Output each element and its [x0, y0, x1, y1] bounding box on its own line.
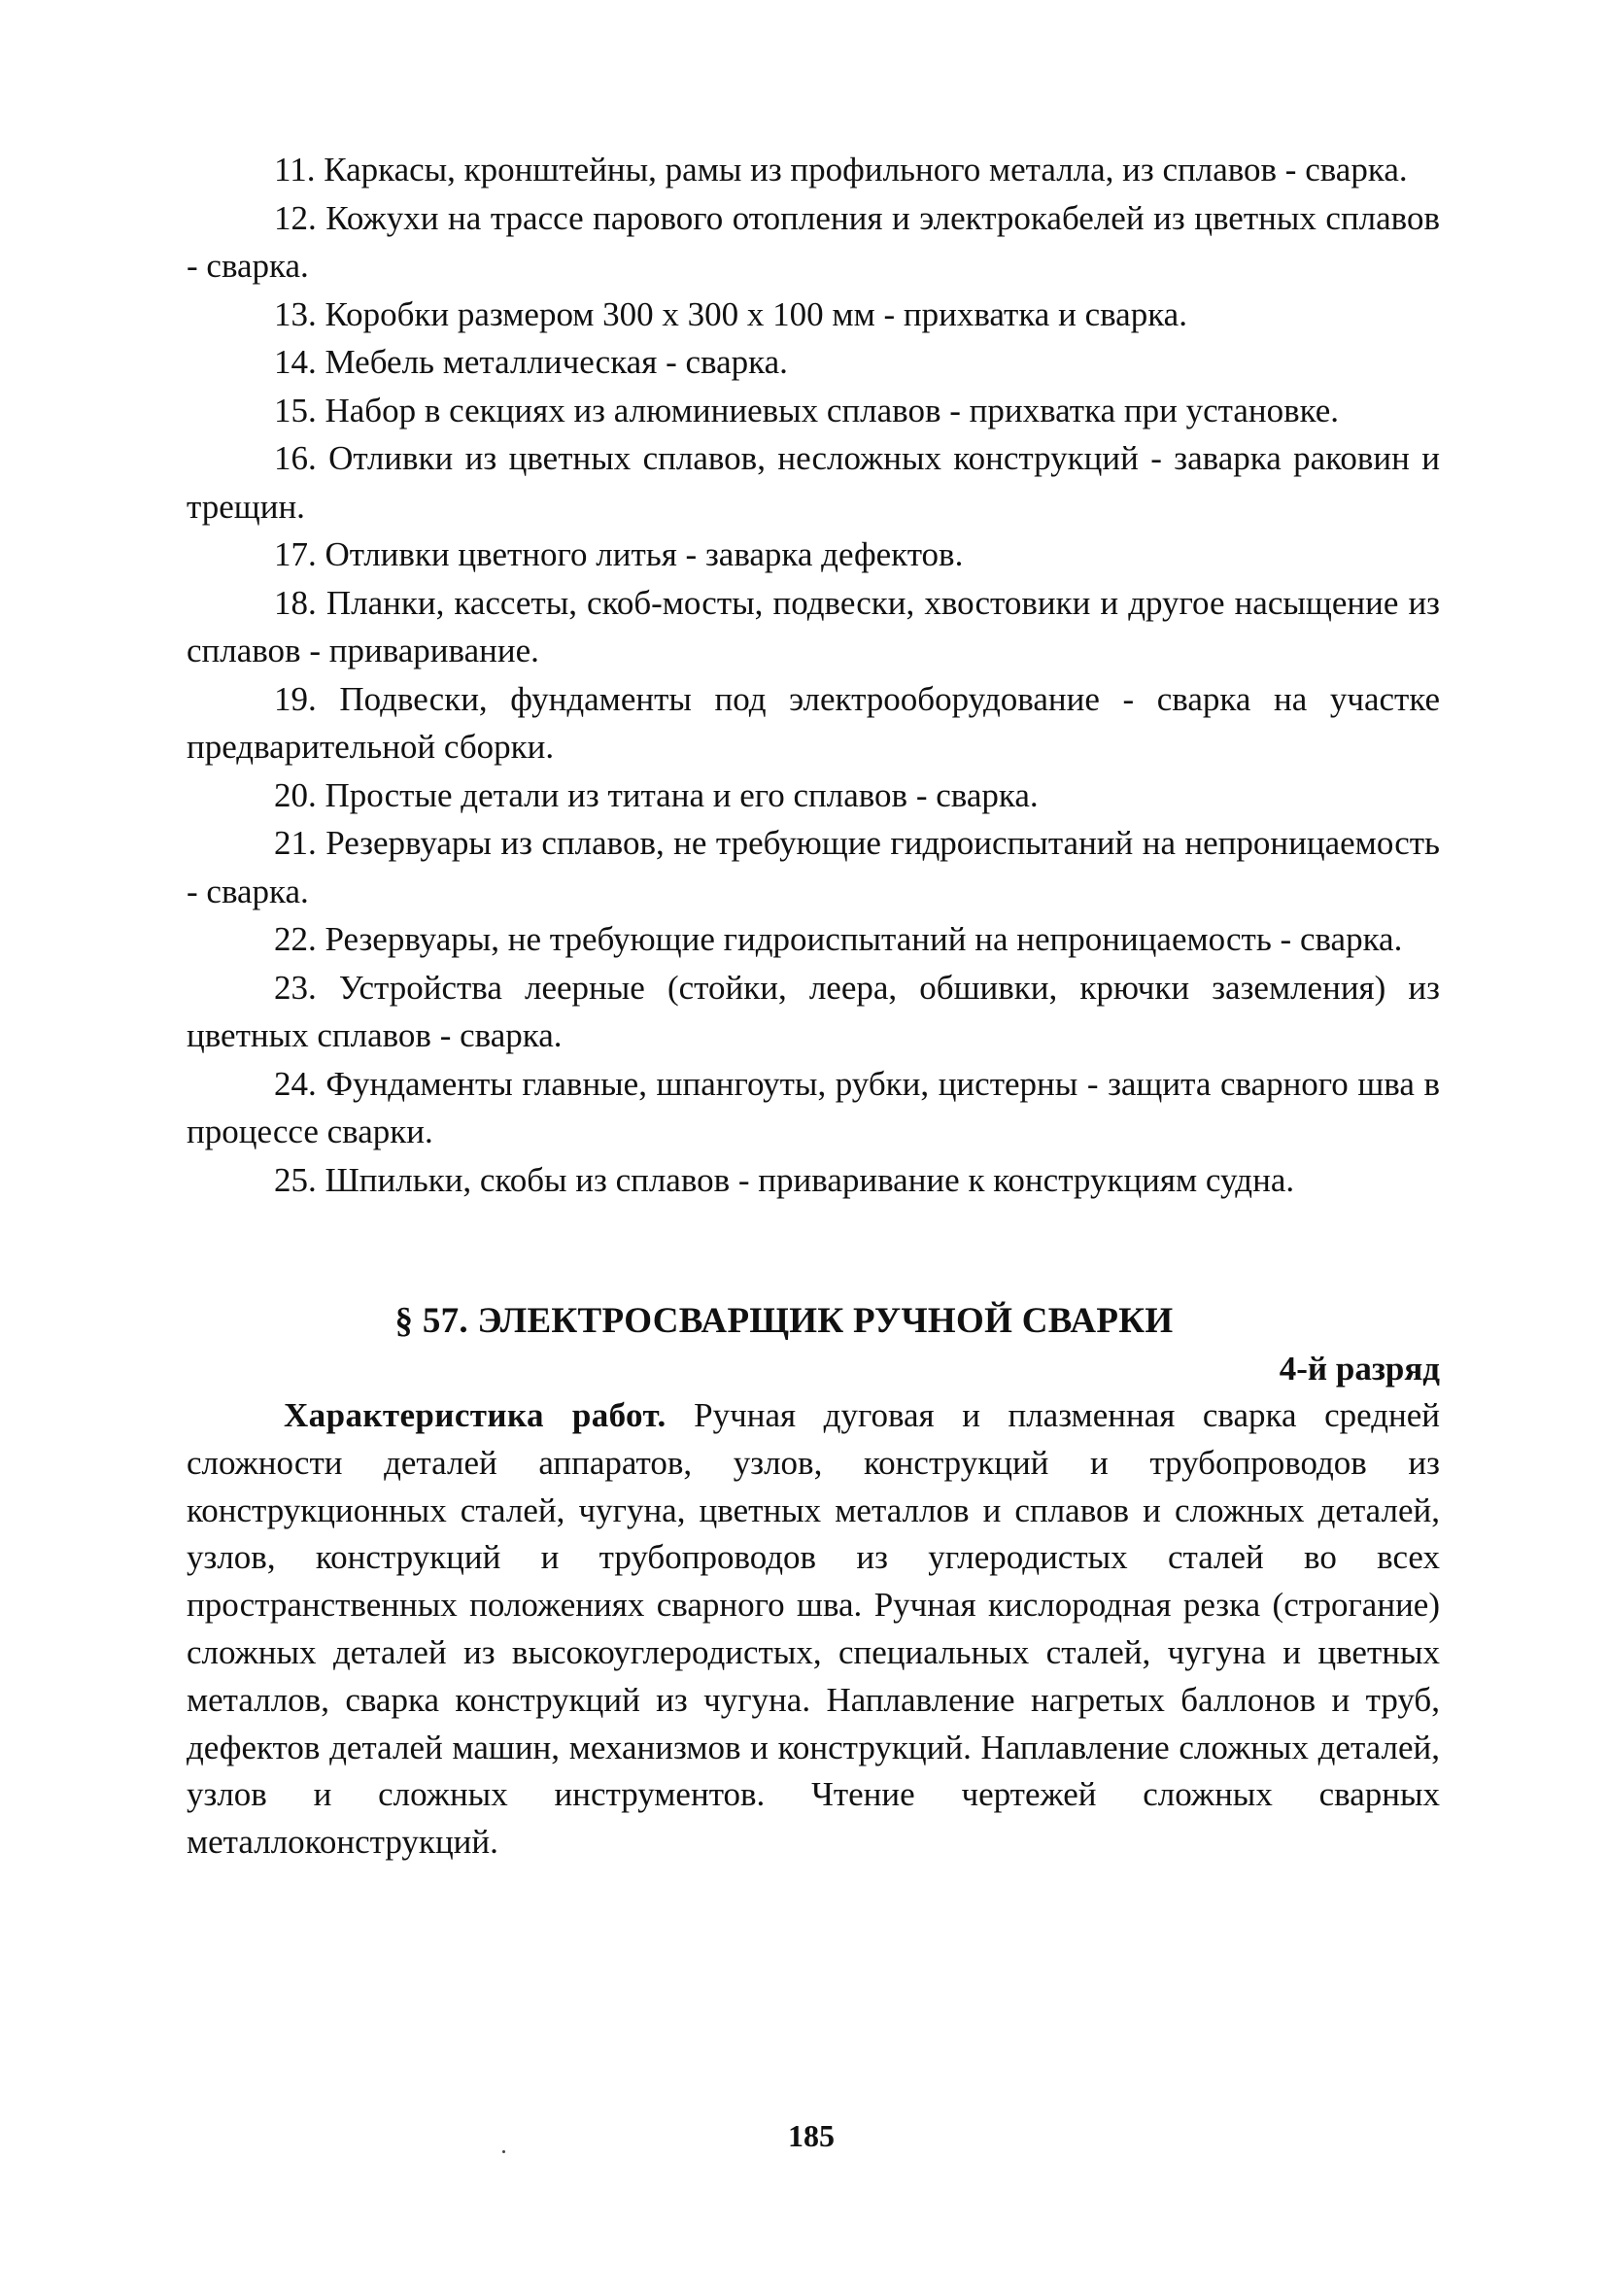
work-items-list	[187, 146, 1440, 1204]
paragraph-text: Ручная дуговая и плазменная сварка средней сложности деталей аппаратов, узлов, конструкций и трубопроводов из конструкционных сталей, чугуна, цветных металлов и сплавов и сложных деталей, узлов, конструкций и трубопроводов из углеродистых сталей во всех пространственных положениях сварного шва. Ручная кислородная резка (строгание) сложных деталей из высокоуглеродистых, специальных сталей, чугуна и цветных металлов, сварка конструкций из чугуна. Наплавление нагретых баллонов и труб, дефектов деталей машин, механизмов и конструкций. Наплавление сложных деталей, узлов и сложных инструментов. Чтение чертежей сложных сварных металлоконструкций.	[187, 1396, 1440, 1862]
list-item: 15. Набор в секциях из алюминиевых сплавов - прихватка при установке.	[274, 391, 1340, 429]
work-characteristics-paragraph	[187, 1392, 1440, 1867]
list-item: 23. Устройства леерные (стойки, леера, обшивки, крючки заземления) из цветных сплавов - сварка.	[187, 968, 1440, 1054]
list-item: 22. Резервуары, не требующие гидроиспытаний на непроницаемость - сварка.	[274, 920, 1403, 958]
list-item: 20. Простые детали из титана и его сплавов - сварка.	[274, 775, 1039, 814]
list-item: 25. Шпильки, скобы из сплавов - приваривание к конструкциям судна.	[274, 1160, 1295, 1199]
list-item: 11. Каркасы, кронштейны, рамы из профильного металла, из сплавов - сварка.	[274, 151, 1408, 188]
list-item: 13. Коробки размером 300 х 300 х 100 мм - прихватка и сварка.	[274, 294, 1187, 333]
page-content	[187, 146, 1440, 1867]
section-57	[187, 1297, 1440, 1867]
list-item: 14. Мебель металлическая - сварка.	[274, 343, 788, 381]
list-item: 18. Планки, кассеты, скоб-мосты, подвески, хвостовики и другое насыщение из сплавов - приваривание.	[187, 583, 1440, 669]
list-item: 19. Подвески, фундаменты под электрооборудование - сварка на участке предварительной сборки.	[187, 679, 1440, 766]
list-item: 16. Отливки из цветных сплавов, несложных конструкций - заварка раковин и трещин.	[187, 439, 1440, 526]
list-item: 17. Отливки цветного литья - заварка дефектов.	[274, 535, 964, 573]
page-number	[0, 2116, 1607, 2155]
list-item: 21. Резервуары из сплавов, не требующие гидроиспытаний на непроницаемость - сварка.	[187, 824, 1440, 910]
grade-label: 4-й разряд	[1279, 1350, 1440, 1388]
page-number-text: 185	[788, 2118, 835, 2153]
section-title: § 57. ЭЛЕКТРОСВАРЩИК РУЧНОЙ СВАРКИ	[394, 1301, 1174, 1341]
list-item: 24. Фундаменты главные, шпангоуты, рубки, цистерны - защита сварного шва в процессе сварки.	[187, 1064, 1440, 1150]
paragraph-lead: Характеристика работ.	[284, 1396, 667, 1434]
list-item: 12. Кожухи на трассе парового отопления и электрокабелей из цветных сплавов - сварка.	[187, 198, 1440, 285]
